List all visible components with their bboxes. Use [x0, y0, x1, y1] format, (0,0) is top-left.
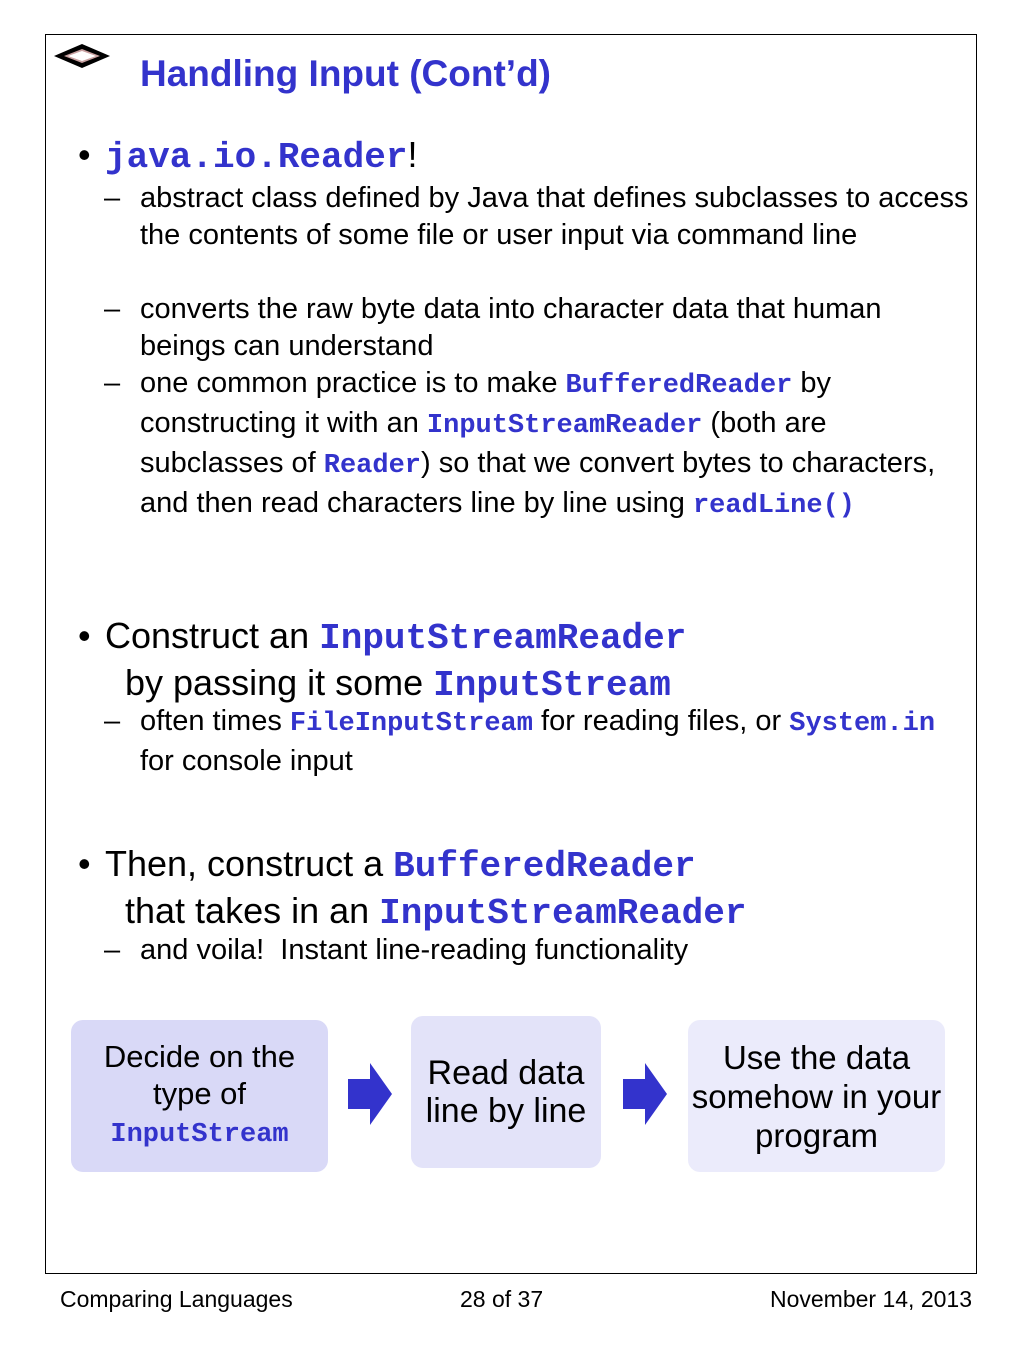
flow-step-decide-inputstream: Decide on the type of InputStream — [71, 1020, 328, 1172]
code-readline: readLine() — [692, 491, 855, 521]
bullet-marker: • — [78, 134, 91, 175]
code-inputstream: InputStream — [110, 1120, 289, 1150]
code-inputstream: InputStream — [433, 665, 671, 706]
dash-marker: – — [104, 182, 121, 214]
flow-step-read-lines: Read data line by line — [411, 1016, 601, 1168]
bullet-marker: • — [78, 615, 91, 656]
footer-course-title: Comparing Languages — [60, 1286, 293, 1312]
code-inputstreamreader: InputStreamReader — [319, 618, 687, 659]
code-reader: Reader — [323, 451, 421, 481]
slide-title: Handling Input (Cont’d) — [140, 53, 551, 94]
bullet-marker: • — [78, 843, 91, 884]
code-inputstreamreader: InputStreamReader — [426, 411, 703, 441]
code-bufferedreader: BufferedReader — [393, 846, 696, 887]
footer-date: November 14, 2013 — [769, 1286, 972, 1312]
dash-marker: – — [104, 705, 121, 737]
diamond-logo-icon — [52, 40, 112, 72]
dash-marker: – — [104, 934, 121, 966]
code-bufferedreader: BufferedReader — [565, 371, 793, 401]
flow-arrow-right-icon — [623, 1063, 667, 1125]
code-inputstreamreader: InputStreamReader — [379, 893, 747, 934]
dash-marker: – — [104, 293, 121, 325]
code-fileinputstream: FileInputStream — [289, 709, 533, 739]
flow-arrow-right-icon — [348, 1063, 392, 1125]
code-java-io-reader: java.io.Reader — [105, 137, 408, 178]
flow-step-use-data: Use the data somehow in your program — [688, 1020, 945, 1172]
dash-marker: – — [104, 367, 121, 399]
code-system-in: System.in — [789, 709, 936, 739]
footer-page-number: 28 of 37 — [460, 1286, 544, 1312]
